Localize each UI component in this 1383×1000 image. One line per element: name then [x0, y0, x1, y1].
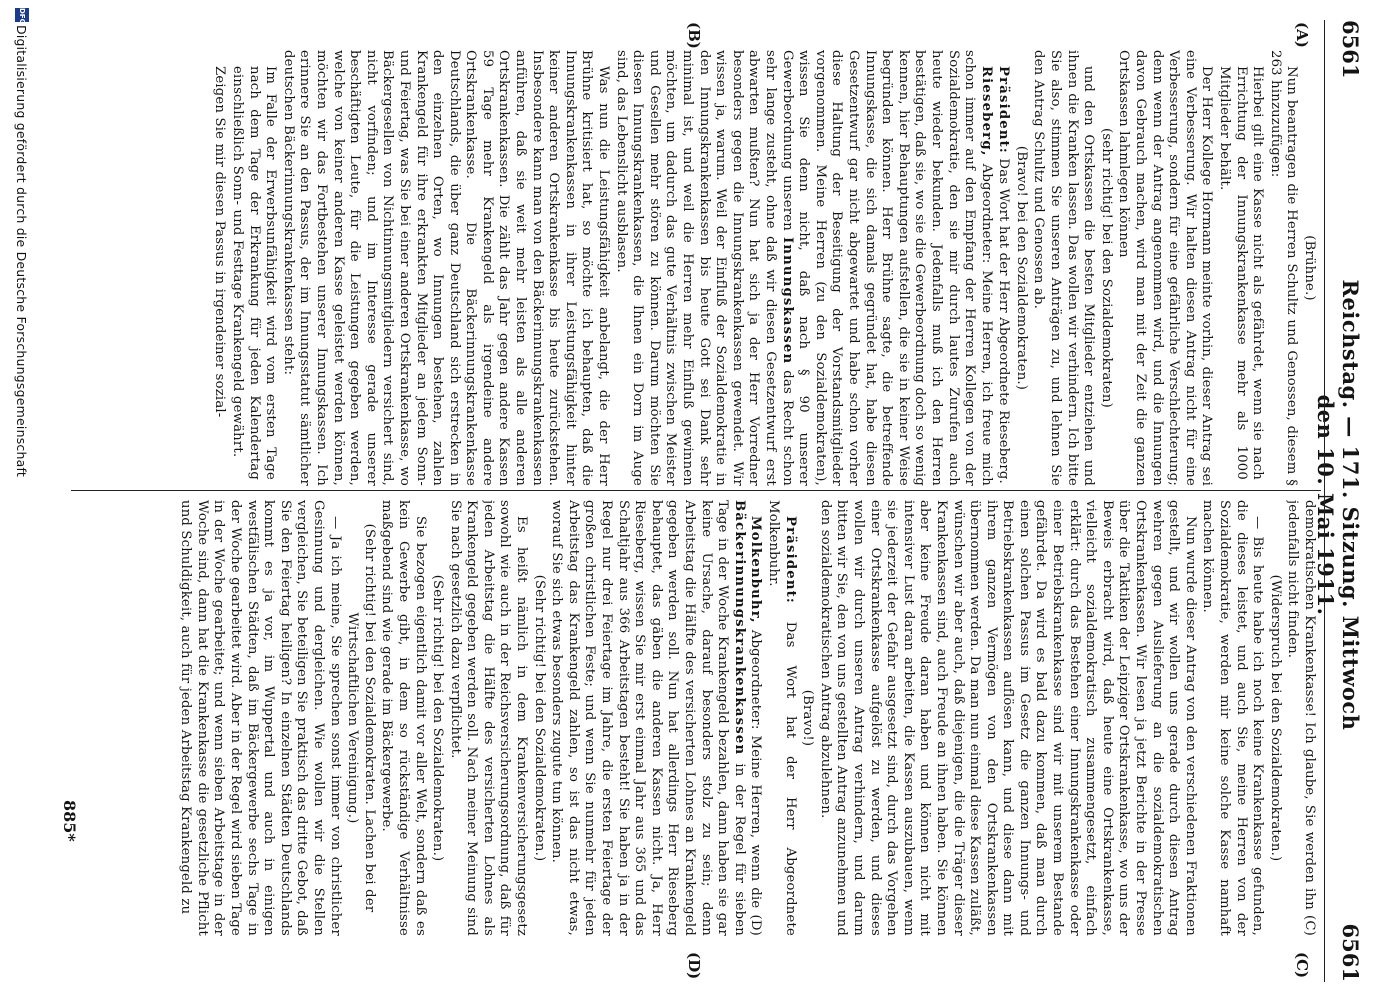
interjection: (Sehr richtig! bei den Sozialdemokraten.): [531, 574, 547, 862]
paragraph: Nun beantragen die Herren Schultz und Genossen, diesem § 263 hinzuzufügen:: [1267, 50, 1300, 486]
paragraph: Nun wurde dieser Antrag von den verschiedenen Fraktionen gestellt, und wir wollen uns gerade durch diesen Antrag wehren gegen Auslieferung an die sozialdemokratischen Ortskrankenkassen. Wir lesen ja jetzt Berichte in der Presse über die Taktiken der Leipziger Ortskrankenkasse, wo uns der Beweis erbracht wird, daß heute eine Ortskrankenkasse, vielleicht sozialdemokratisch zusammengesetzt, einfach erklärt: durch das Bestehen einer Innungskrankenkasse oder einer Betriebskrankenkasse sind wir mit unserem Bestande gefährdet. Da wird es bald dazu kommen, daß man durch einen solchen Passus im Gesetz die ganzen Innungs- und Betriebskrankenkassen auflösen kann, und diese dann mit ihrem ganzen Vermögen von den Ortskrankenkassen übernommen werden. Da man nun einmal diese Kassen zuläßt, wünschen wir aber auch, daß diejenigen, die die Träger dieser Krankenkassen sind, auch Freude an ihnen haben. Sie können aber keine Freude daran haben und können nicht mit intensiver Lust daran arbeiten, die Kassen auszubauen, wenn sie jederzeit der Gefahr ausgesetzt sind, durch das Vorgehen einer Ortskrankenkasse aufgelöst zu werden, und dieses wollen wir durch unseren Antrag verhindern, und darum bitten wir Sie, den von uns gestellten Antrag anzunehmen und den sozialdemokratischen Antrag abzulehnen.: [817, 500, 1198, 936]
paragraph: Es heißt nämlich in dem Krankenversicherungsgesetz sowohl wie auch in der Reichsversicherungsordnung, daß für jeden Arbeitstag die Hälfte des versicherten Lohnes als Krankengeld gegeben werden soll. Nach meiner Meinung sind Sie nach gesetzlich dazu verpflichtet.: [447, 500, 530, 936]
left-column: [77, 50, 1317, 486]
header-page-number-right: 6561: [1338, 923, 1363, 982]
speech-paragraph: [612, 50, 994, 486]
speaker-continuation: (Brühne.): [1302, 235, 1317, 301]
speaker-label: Präsident:: [996, 66, 1012, 155]
paragraph: Der Herr Kollege Hormann meinte vorhin, dieser Antrag sei eine Verbesserung. Wir halten diesen Antrag nicht für eine Verbesserung, sondern für eine gefährliche Verschlechterung; denn wenn der Antrag angenommen wird, und die Innungen davon Gebrauch machen, wird man mit der Zeit die ganzen Ortskassen lahmlegen können: [1116, 50, 1215, 486]
paragraph: und den Ortskassen die besten Mitglieder entziehen und ihnen die Kranken lassen. Das wollen wir verhindern. Ich bitte Sie also, stimmen Sie unseren Anträgen zu, und lehnen Sie den Antrag Schultz und Genossen ab.: [1031, 50, 1097, 486]
paragraph: Sie bezogen eigentlich damit vor aller Welt, sondern daß es kein Gewerbe gibt, in dem so rückständige Verhältnisse maßgebend sind wie gerade im Bäckergewerbe.: [379, 500, 428, 936]
interjection: (Widerspruch bei den Sozialdemokraten.): [1267, 574, 1283, 862]
speaker-label: Molkenbuhr,: [748, 516, 764, 624]
speech-text: Abgeordneter: Meine Herren, wenn die (D): [748, 629, 764, 936]
paragraph: Zeigen Sie mir diesen Passus in irgendeiner sozial-: [212, 66, 228, 418]
president-text: Das Wort hat der Herr Abgeordnete Molkenbuhr.: [766, 500, 798, 936]
paragraph: — Bis heute habe ich noch keine Krankenkasse gefunden, die dieses leistet, und auch Sie, meine Herren von der Sozialdemokratie, werden mir keine solche Kasse namhaft machen können.: [1200, 500, 1266, 936]
emphasis-term: Bäckerinnungskrankenkassen: [731, 500, 747, 756]
paragraph: — Ja ich meine, Sie sprechen sonst immer von christlicher Gesinnung und dergleichen. Wie wollen wir die Stellen vergleichen, Sie beteiligen Sie praktisch das dritte Gebot, daß Sie den Feiertag heiligen? In einzelnen Städten Deutschlands kommt es ja vor, im Wuppertal und auch in einigen westfälischen Städten, daß im Bäckergewerbe sechs Tage in der Woche gearbeitet wird. Aber in der Regel wird sieben Tage in der Woche gearbeitet; und wenn sieben Arbeitstage in der Woche sind, dann hat die Krankenkasse die gesetzliche Pflicht und Schuldigkeit, auch für jeden Arbeitstag Krankengeld zu: [178, 500, 343, 936]
speech-text: Abgeordneter: Meine Herren, ich freue mich schon immer auf den Empfang der Herren Kollegen von der Sozialdemokratie, den sie mir durch lautes Zurufen auch heute wieder bekunden. Jedenfalls muß ich den Herren bestätigen, daß sie, wo sie die Gewerbeordnung doch so wenig kennen, hier Behauptungen aufstellen, die sie in keiner Weise begründen können. Herr Brühne sagte, die betreffende Innungskasse, die sich damals gegründet hat, habe diesen Gesetzentwurf gar nicht abgewartet und habe schon vorher diese Haltung der Beseitigung der Vorstandsmitglieder vorgenommen. Meine Herren (zu den Sozialdemokraten), wissen Sie denn nicht, daß nach § 90 unserer Gewerbeordnung unseren: [779, 50, 994, 486]
page-header: [1313, 20, 1365, 982]
dfg-logo: DFG: [15, 8, 29, 22]
emphasis-term: Innungskassen: [779, 236, 795, 365]
quoted-amendment: Hierbei gilt eine Kasse nicht als gefährdet, wenn sie nach Errichtung der Innungskrankenkasse mehr als 1000 Mitglieder behält.: [1217, 66, 1266, 480]
interjection: (Bravo! bei den Sozialdemokraten.): [1013, 145, 1029, 391]
president-remark: [995, 50, 1012, 486]
margin-mark-b: (B): [685, 22, 703, 49]
speech-text: das Recht schon sehr lange zusteht, ohne daß wir diesen Gesetzentwurf erst abwarten mußten? Nun hat sich ja der Herr Vorredner besonders gegen die Innungskrankenkassen gewendet. Wir wissen ja, warum. Weil der Einfluß der Sozialdemokratie in den Innungskrankenkassen bis heute Gott sei Dank sehr minimal ist, und weil die Herren mehr Einfluß gewinnen möchten, um dadurch das gute Verhältnis zwischen Meister und Gesellen mehr stören zu können. Darum möchten Sie diesen Innungskrankenkassen, die Ihnen ein Dorn im Auge sind, das Lebenslicht ausblasen.: [613, 50, 795, 486]
header-page-number-left: 6561: [1338, 20, 1363, 79]
header-title: Reichstag. — 171. Sitzung. Mittwoch den 10. Mai 1911.: [1313, 279, 1363, 731]
speaker-label: Rieseberg,: [978, 66, 994, 157]
margin-mark-a: (A): [1293, 22, 1311, 48]
speaker-label: Präsident:: [782, 516, 798, 605]
interjection: (sehr richtig! bei den Sozialdemokraten): [1098, 128, 1114, 408]
paragraph: demokratischen Krankenkasse! Ich glaube, Sie werden ihn (C) jedenfalls nicht finden.: [1285, 500, 1317, 936]
president-text: Das Wort hat der Herr Abgeordnete Rieseberg.: [996, 158, 1012, 484]
president-remark: [764, 500, 797, 936]
interjection: (Bravo!): [800, 689, 816, 747]
interjection: (Sehr richtig! bei den Sozialdemokraten.): [430, 574, 446, 862]
column-divider: [71, 490, 1321, 491]
header-rule: [1324, 20, 1325, 982]
sheet-number: 885*: [60, 800, 79, 842]
digitization-credit: Digitalisierung gefördert durch die Deutsche Forschungsgemeinschaft: [14, 25, 29, 477]
paragraph: Was nun die Leistungsfähigkeit anbelangt, die der Herr Brühne kritisiert hat, so möchte ich behaupten, daß die Innungskrankenkassen in ihrer Leistungsfähigkeit hinter keiner anderen Ortskrankenkasse bis heute zurückstehen. Insbesondere kann man von den Bäckerinnungskrankenkassen anführen, daß sie weit mehr leisten als alle anderen Ortskrankenkassen. Die zählt das Jahr gegen andere Kassen 59 Tage mehr Krankengeld als irgendeine andere Ortskrankenkasse. Die Bäckerinnungskrankenkasse Deutschlands, die über ganz Deutschland sich erstrecken in den einzelnen Orten, wo Innungen bestehen, zahlen Krankengeld für ihre erkrankten Mitglieder an jedem Sonn- und Feiertag, was Sie bei einer anderen Ortskrankenkasse, wo Bäckergesellen von Nichtinnungsmitgliedern versichert sind, nicht vorfinden; und im Interesse gerade unserer beschäftigten Leute, für die Leistungen gegeben werden, welche von keiner anderen Kasse geleistet werden können, möchten wir das Fortbestehen unserer Innungskassen. Ich erinnere Sie an den Passus, der im Innungsstatut sämtlicher deutschen Bäckerinnungskrankenkassen steht:: [280, 50, 612, 486]
margin-mark-d: (D): [685, 952, 703, 980]
quoted-statute: Im Falle der Erwerbsunfähigkeit wird vom ersten Tage nach dem Tage der Erkrankung für jeden Kalendertag einschließlich Sonn- und Festtage Krankengeld gewährt.: [230, 66, 279, 480]
speech-paragraph: [548, 500, 764, 936]
interjection: (Sehr richtig! bei den Sozialdemokraten. Lachen bei der Wirtschaftlichen Vereinigung.): [345, 523, 377, 913]
speech-text: in der Regel für sieben Tage in der Woche Krankengeld bezahlen, dann haben sie gar keine Ursache, darauf besonders stolz zu sein; denn Arbeitstag die Hälfte des versicherten Lohnes an Krankengeld gegeben werden soll. Nun hat allerdings Herr Rieseberg behauptet, das gäben die anderen Kassen nicht. Ja, Herr Rieseberg, wissen Sie mir erst einmal Jahr aus 365 und das Schaltjahr aus 366 Arbeitstagen besteht! Sie haben ja in der Regel nur drei Feiertage im Jahre, die ersten Feiertage der großen christlichen Feste; und wenn Sie nunmehr für jeden Arbeitstag das Krankengeld zahlen, so ist das nicht etwas, worauf Sie sich etwas besonders zugute tun können.: [549, 500, 747, 936]
margin-mark-c: (C): [1293, 952, 1311, 979]
right-column: [77, 500, 1317, 936]
